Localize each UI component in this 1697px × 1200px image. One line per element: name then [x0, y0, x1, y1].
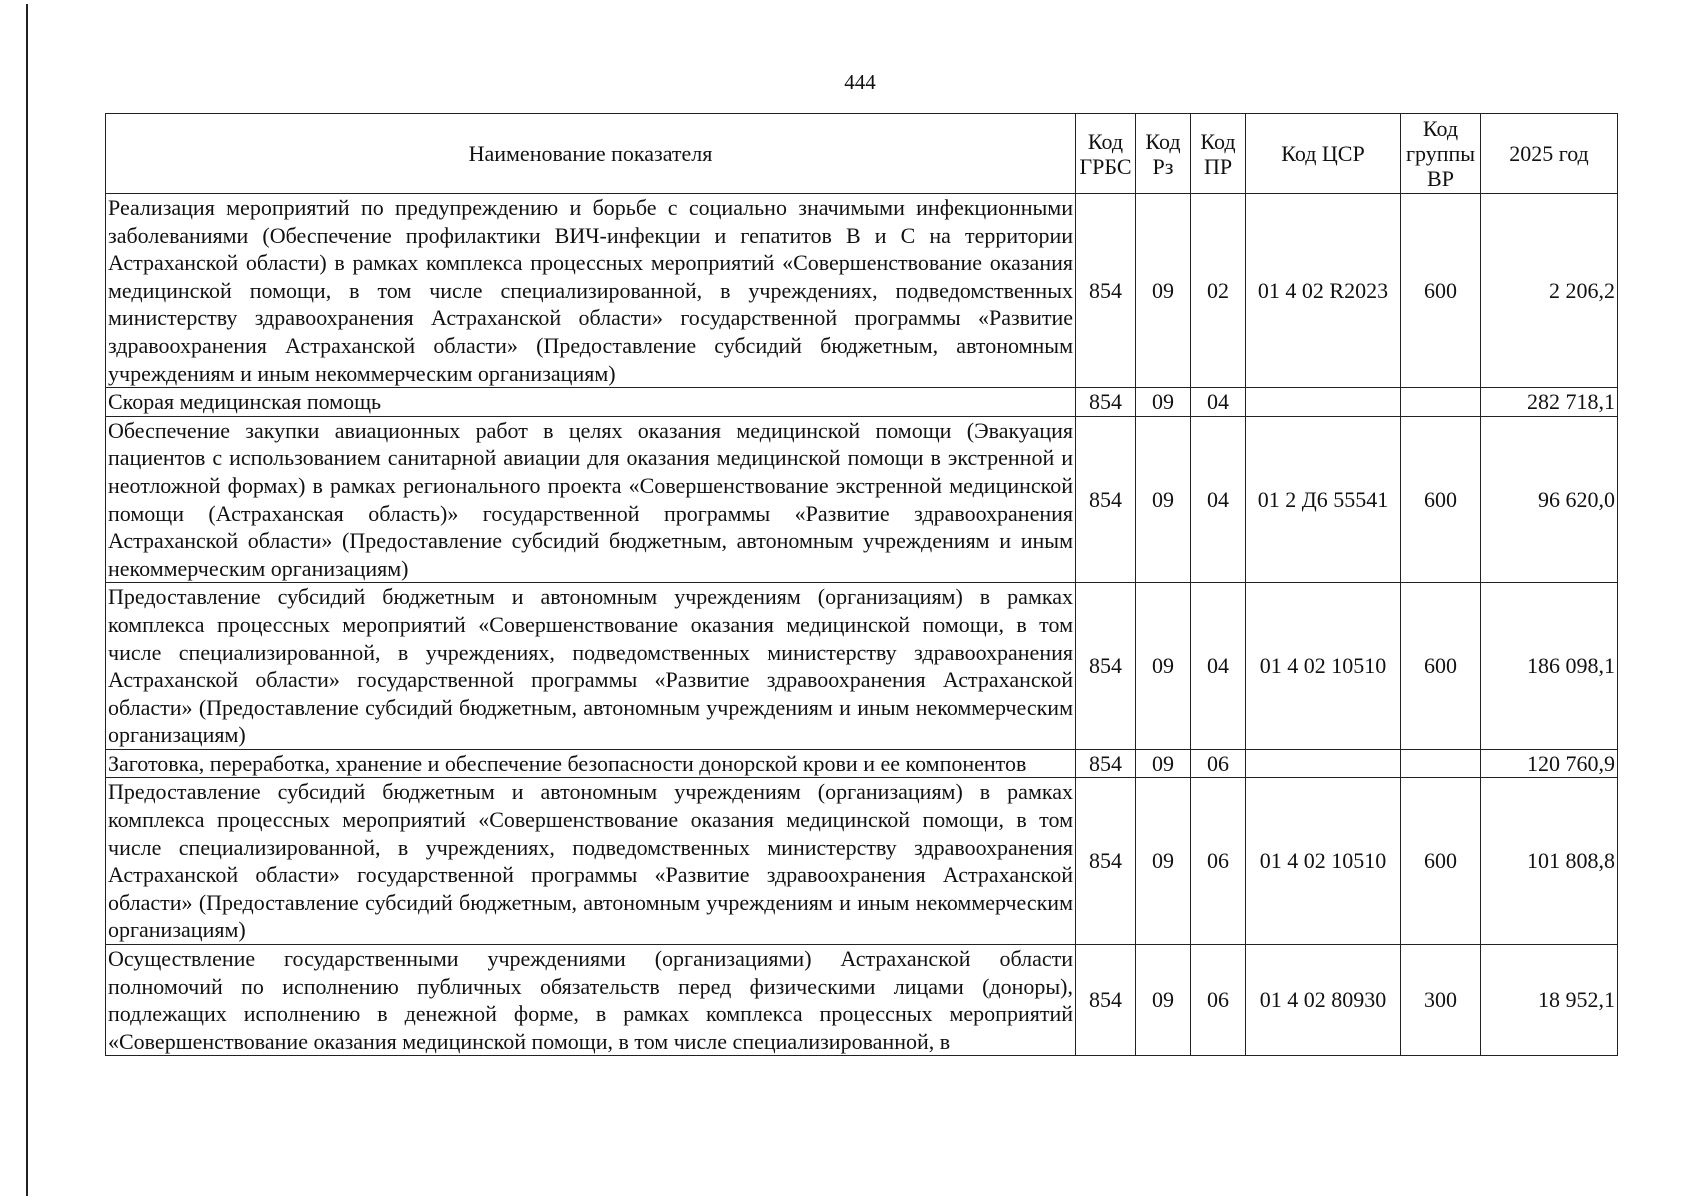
- row-grbs: 854: [1076, 416, 1136, 583]
- row-grbs: 854: [1076, 583, 1136, 750]
- row-name: Заготовка, переработка, хранение и обеспечение безопасности донорской крови и ее компонентов: [106, 749, 1076, 778]
- header-vr: Код группы ВР: [1401, 114, 1481, 194]
- row-pr: 06: [1191, 749, 1246, 778]
- row-vr: 600: [1401, 778, 1481, 945]
- row-amount: 96 620,0: [1481, 416, 1618, 583]
- table-row: [106, 945, 1618, 1056]
- row-rz: 09: [1136, 583, 1191, 750]
- row-csr: 01 4 02 80930: [1246, 945, 1401, 1056]
- row-name: Скорая медицинская помощь: [106, 388, 1076, 417]
- row-grbs: 854: [1076, 778, 1136, 945]
- row-rz: 09: [1136, 778, 1191, 945]
- table-row: [106, 583, 1618, 750]
- row-csr: 01 4 02 10510: [1246, 583, 1401, 750]
- header-csr: Код ЦСР: [1246, 114, 1401, 194]
- header-grbs: Код ГРБС: [1076, 114, 1136, 194]
- row-amount: 18 952,1: [1481, 945, 1618, 1056]
- row-vr: [1401, 749, 1481, 778]
- row-grbs: 854: [1076, 194, 1136, 388]
- row-vr: 600: [1401, 194, 1481, 388]
- header-rz: Код Рз: [1136, 114, 1191, 194]
- row-amount: 282 718,1: [1481, 388, 1618, 417]
- row-name: Реализация мероприятий по предупреждению и борьбе с социально значимыми инфекционными заболеваниями (Обеспечение профилактики ВИЧ-инфекции и гепатитов В и С на территории Астраханской области) в рамках комплекса процессных мероприятий «Совершенствование оказания медицинской помощи, в том числе специализированной, в учреждениях, подведомственных министерству здравоохранения Астраханской области» государственной программы «Развитие здравоохранения Астраханской области» (Предоставление субсидий бюджетным, автономным учреждениям и иным некоммерческим организациям): [106, 194, 1076, 388]
- row-vr: 300: [1401, 945, 1481, 1056]
- row-csr: 01 4 02 R2023: [1246, 194, 1401, 388]
- page-number: 444: [844, 70, 876, 94]
- row-vr: 600: [1401, 583, 1481, 750]
- row-csr: [1246, 388, 1401, 417]
- header-year: 2025 год: [1481, 114, 1618, 194]
- row-rz: 09: [1136, 749, 1191, 778]
- table-row: [106, 749, 1618, 778]
- row-rz: 09: [1136, 194, 1191, 388]
- table-header-row: [106, 114, 1618, 194]
- row-pr: 02: [1191, 194, 1246, 388]
- row-name: Осуществление государственными учреждениями (организациями) Астраханской области полномочий по исполнению публичных обязательств перед физическими лицами (доноры), подлежащих исполнению в денежной форме, в рамках комплекса процессных мероприятий «Совершенствование оказания медицинской помощи, в том числе специализированной, в: [106, 945, 1076, 1056]
- row-pr: 04: [1191, 416, 1246, 583]
- row-amount: 120 760,9: [1481, 749, 1618, 778]
- row-amount: 101 808,8: [1481, 778, 1618, 945]
- row-grbs: 854: [1076, 945, 1136, 1056]
- header-name: Наименование показателя: [106, 114, 1076, 194]
- table-row: [106, 388, 1618, 417]
- row-rz: 09: [1136, 945, 1191, 1056]
- binding-margin-line: [26, 4, 28, 1196]
- row-rz: 09: [1136, 416, 1191, 583]
- table-row: [106, 778, 1618, 945]
- row-rz: 09: [1136, 388, 1191, 417]
- row-pr: 06: [1191, 778, 1246, 945]
- row-pr: 04: [1191, 388, 1246, 417]
- table-row: [106, 416, 1618, 583]
- row-amount: 2 206,2: [1481, 194, 1618, 388]
- row-csr: [1246, 749, 1401, 778]
- row-name: Предоставление субсидий бюджетным и автономным учреждениям (организациям) в рамках комплекса процессных мероприятий «Совершенствование оказания медицинской помощи, в том числе специализированной, в учреждениях, подведомственных министерству здравоохранения Астраханской области» государственной программы «Развитие здравоохранения Астраханской области» (Предоставление субсидий бюджетным, автономным учреждениям и иным некоммерческим организациям): [106, 778, 1076, 945]
- row-csr: 01 2 Д6 55541: [1246, 416, 1401, 583]
- budget-table: [105, 113, 1618, 1056]
- row-pr: 06: [1191, 945, 1246, 1056]
- table-row: [106, 194, 1618, 388]
- row-pr: 04: [1191, 583, 1246, 750]
- row-vr: 600: [1401, 416, 1481, 583]
- header-pr: Код ПР: [1191, 114, 1246, 194]
- row-csr: 01 4 02 10510: [1246, 778, 1401, 945]
- row-name: Предоставление субсидий бюджетным и автономным учреждениям (организациям) в рамках комплекса процессных мероприятий «Совершенствование оказания медицинской помощи, в том числе специализированной, в учреждениях, подведомственных министерству здравоохранения Астраханской области» государственной программы «Развитие здравоохранения Астраханской области» (Предоставление субсидий бюджетным, автономным учреждениям и иным некоммерческим организациям): [106, 583, 1076, 750]
- row-grbs: 854: [1076, 749, 1136, 778]
- row-vr: [1401, 388, 1481, 417]
- row-grbs: 854: [1076, 388, 1136, 417]
- row-amount: 186 098,1: [1481, 583, 1618, 750]
- row-name: Обеспечение закупки авиационных работ в целях оказания медицинской помощи (Эвакуация пациентов с использованием санитарной авиации для оказания медицинской помощи в экстренной и неотложной формах) в рамках регионального проекта «Совершенствование экстренной медицинской помощи (Астраханская область)» государственной программы «Развитие здравоохранения Астраханской области» (Предоставление субсидий бюджетным, автономным учреждениям и иным некоммерческим организациям): [106, 416, 1076, 583]
